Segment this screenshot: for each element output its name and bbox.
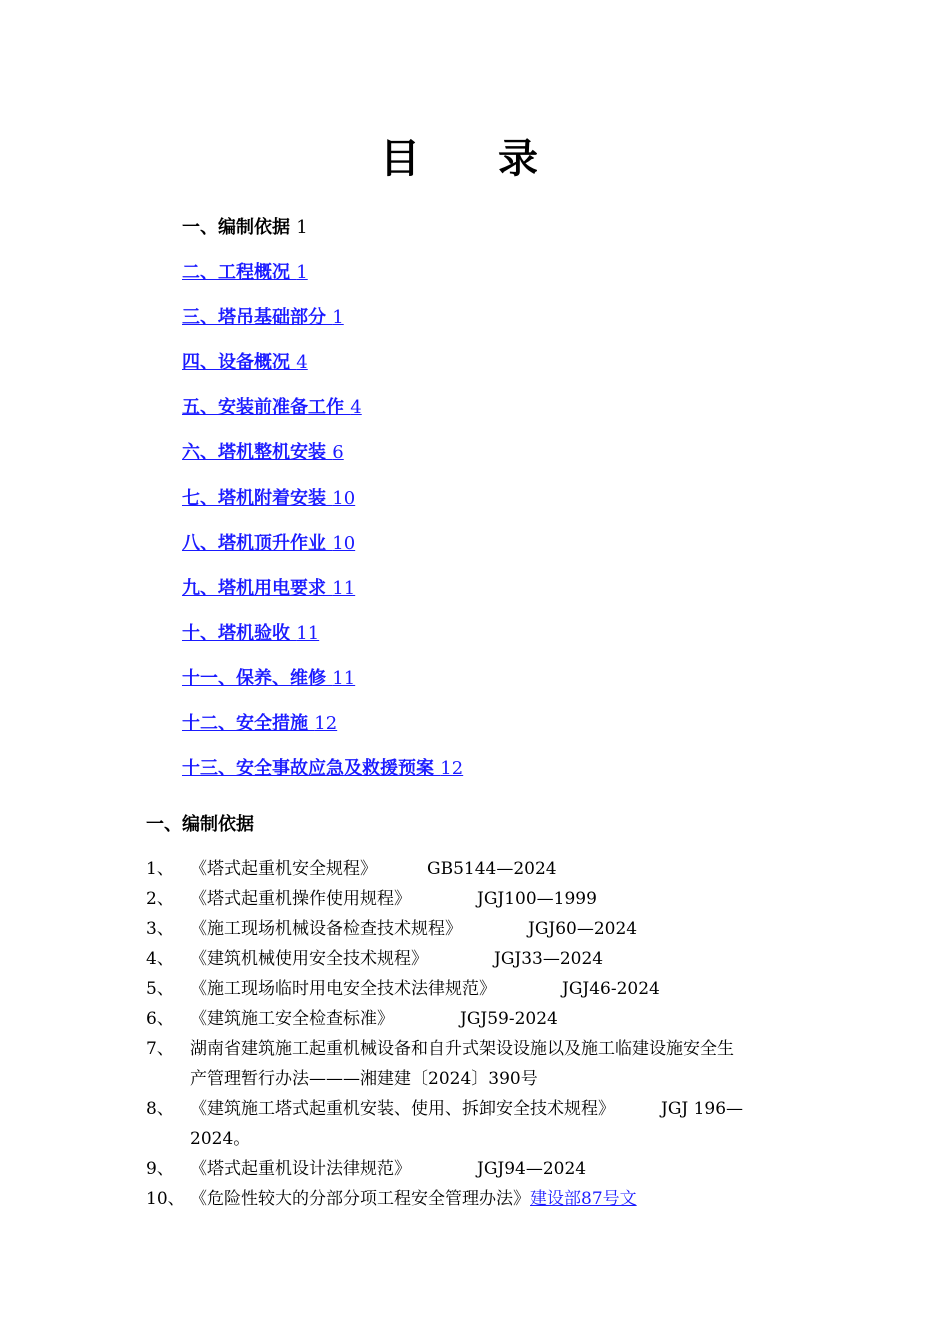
toc-link[interactable] bbox=[182, 618, 463, 663]
toc-link[interactable] bbox=[182, 753, 463, 798]
page-title: 目 录 bbox=[380, 135, 570, 182]
list-item-text: 《塔式起重机设计法律规范》 bbox=[190, 1159, 411, 1179]
toc-item-label[interactable]: 十二、安全措施 bbox=[182, 713, 308, 735]
list-item bbox=[146, 884, 826, 914]
list-item-number: 7、 bbox=[146, 1039, 174, 1059]
toc-item-label[interactable]: 三、塔吊基础部分 bbox=[182, 307, 326, 329]
toc-item-page[interactable]: 4 bbox=[350, 397, 362, 419]
toc-item-page: 1 bbox=[296, 217, 308, 238]
list-item-number: 10、 bbox=[146, 1189, 185, 1209]
toc-item-label[interactable]: 九、塔机用电要求 bbox=[182, 577, 326, 599]
standard-code: JGJ60—2024 bbox=[528, 919, 638, 939]
standard-code: JGJ 196— bbox=[661, 1099, 744, 1119]
toc-item-page[interactable]: 11 bbox=[332, 577, 356, 599]
list-item-text: 湖南省建筑施工起重机械设备和自升式架设设施以及施工临建设施安全生 bbox=[190, 1039, 734, 1059]
toc-item-label[interactable]: 十三、安全事故应急及救援预案 bbox=[182, 758, 434, 780]
list-item-number: 8、 bbox=[146, 1099, 174, 1119]
list-item-number: 6、 bbox=[146, 1009, 174, 1029]
toc-link[interactable] bbox=[182, 392, 463, 437]
standard-code: JGJ100—1999 bbox=[477, 889, 597, 909]
list-item bbox=[146, 1004, 826, 1034]
list-item-text: 《建筑施工塔式起重机安装、使用、拆卸安全技术规程》 bbox=[190, 1099, 615, 1119]
toc-item-label[interactable]: 二、工程概况 bbox=[182, 262, 290, 284]
document-link[interactable]: 建设部87号文 bbox=[530, 1189, 637, 1209]
toc-link[interactable] bbox=[182, 257, 463, 302]
toc-item-label[interactable]: 八、塔机顶升作业 bbox=[182, 532, 326, 554]
standard-code: JGJ94—2024 bbox=[477, 1159, 587, 1179]
toc-link[interactable] bbox=[182, 528, 463, 573]
table-of-contents bbox=[182, 212, 463, 798]
reference-list bbox=[146, 854, 826, 1214]
list-item-text-continued: 2024。 bbox=[190, 1129, 251, 1149]
list-item-text: 《建筑施工安全检查标准》 bbox=[190, 1009, 394, 1029]
list-item-number: 1、 bbox=[146, 859, 174, 879]
toc-link[interactable] bbox=[182, 437, 463, 482]
toc-item-page[interactable]: 6 bbox=[332, 442, 344, 464]
list-item-text-continued: 产管理暂行办法———湘建建〔2024〕390号 bbox=[190, 1069, 538, 1089]
toc-item-label[interactable]: 七、塔机附着安装 bbox=[182, 487, 326, 509]
list-item-text: 《施工现场临时用电安全技术法律规范》 bbox=[190, 979, 496, 999]
toc-item-page[interactable]: 11 bbox=[296, 622, 320, 644]
toc-item-label[interactable]: 四、设备概况 bbox=[182, 352, 290, 374]
toc-link[interactable] bbox=[182, 302, 463, 347]
toc-item-page[interactable]: 4 bbox=[296, 352, 308, 374]
section-heading: 一、编制依据 bbox=[146, 814, 254, 835]
list-item-number: 4、 bbox=[146, 949, 174, 969]
toc-link[interactable] bbox=[182, 483, 463, 528]
toc-link[interactable] bbox=[182, 663, 463, 708]
list-item-number: 9、 bbox=[146, 1159, 174, 1179]
toc-item-page[interactable]: 1 bbox=[296, 262, 308, 284]
toc-item-label: 一、编制依据 bbox=[182, 217, 290, 238]
list-item bbox=[146, 914, 826, 944]
list-item bbox=[146, 854, 826, 884]
list-item-text: 《危险性较大的分部分项工程安全管理办法》 bbox=[190, 1189, 530, 1209]
list-item-text: 《塔式起重机操作使用规程》 bbox=[190, 889, 411, 909]
toc-item-page[interactable]: 12 bbox=[440, 758, 464, 780]
list-item-text: 《施工现场机械设备检查技术规程》 bbox=[190, 919, 462, 939]
toc-item-page[interactable]: 11 bbox=[332, 667, 356, 689]
toc-link[interactable] bbox=[182, 347, 463, 392]
toc-item-page[interactable]: 1 bbox=[332, 307, 344, 329]
standard-code: JGJ33—2024 bbox=[494, 949, 604, 969]
toc-item-label[interactable]: 五、安装前准备工作 bbox=[182, 397, 344, 419]
list-item-number: 3、 bbox=[146, 919, 174, 939]
list-item-number: 5、 bbox=[146, 979, 174, 999]
list-item bbox=[146, 1034, 826, 1094]
toc-item-page[interactable]: 12 bbox=[314, 713, 338, 735]
toc-item-label[interactable]: 十、塔机验收 bbox=[182, 622, 290, 644]
list-item-text: 《塔式起重机安全规程》 bbox=[190, 859, 377, 879]
toc-link[interactable] bbox=[182, 708, 463, 753]
toc-item bbox=[182, 212, 463, 257]
list-item bbox=[146, 1094, 826, 1154]
list-item-number: 2、 bbox=[146, 889, 174, 909]
standard-code: JGJ46-2024 bbox=[562, 979, 660, 999]
list-item bbox=[146, 1154, 826, 1184]
standard-code: JGJ59-2024 bbox=[460, 1009, 558, 1029]
toc-link[interactable] bbox=[182, 573, 463, 618]
toc-item-page[interactable]: 10 bbox=[332, 532, 356, 554]
standard-code: GB5144—2024 bbox=[427, 859, 557, 879]
list-item-text: 《建筑机械使用安全技术规程》 bbox=[190, 949, 428, 969]
toc-item-label[interactable]: 十一、保养、维修 bbox=[182, 667, 326, 689]
list-item bbox=[146, 1184, 826, 1214]
toc-item-page[interactable]: 10 bbox=[332, 487, 356, 509]
toc-item-label[interactable]: 六、塔机整机安装 bbox=[182, 442, 326, 464]
list-item bbox=[146, 944, 826, 974]
list-item bbox=[146, 974, 826, 1004]
